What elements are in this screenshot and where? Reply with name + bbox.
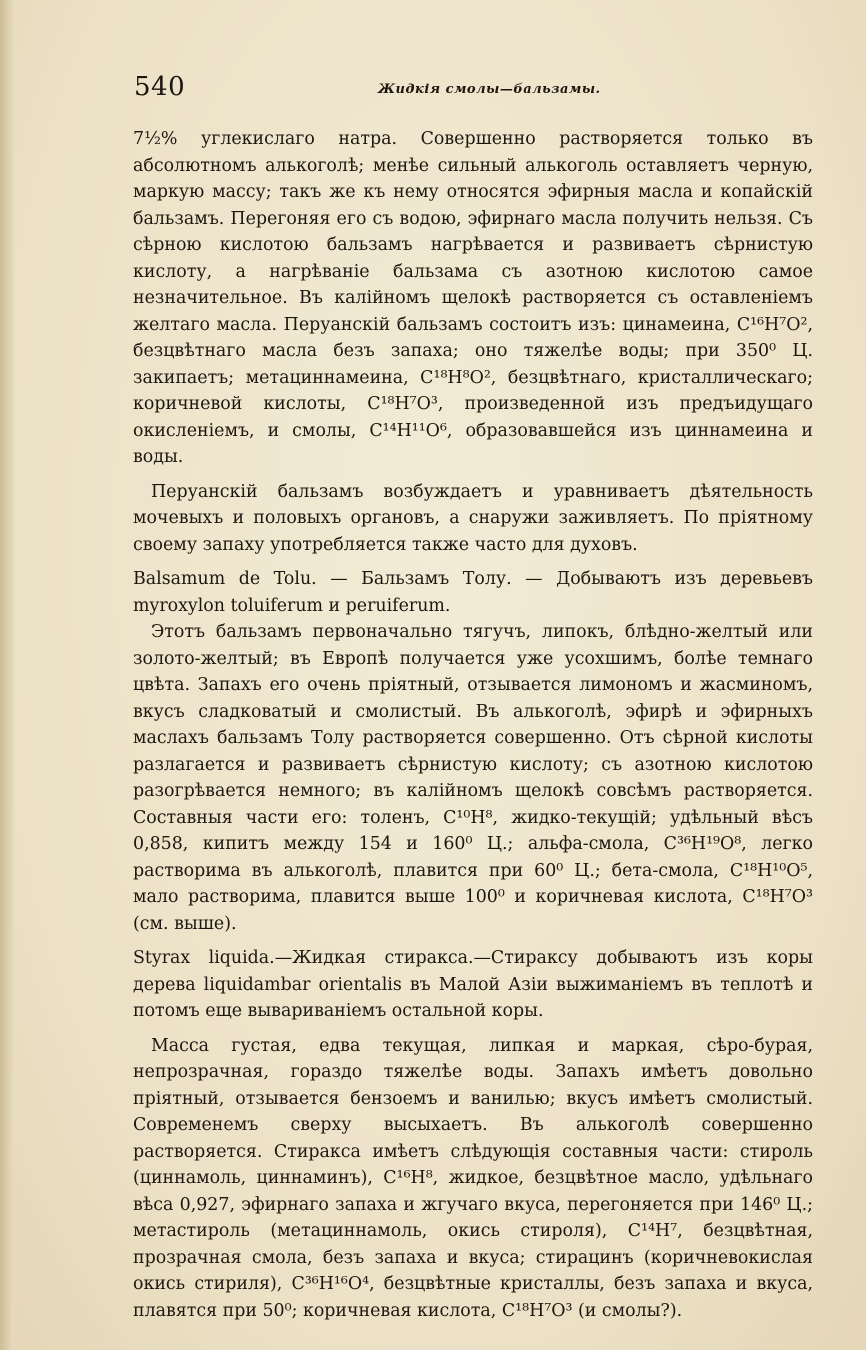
- page-gutter: [0, 0, 14, 1350]
- page-number: 540: [134, 72, 186, 102]
- paragraph-tolu-properties: Этотъ бальзамъ первоначально тягучъ, липокъ, блѣдно-желтый или золото-желтый; въ Европѣ получается уже усохшимъ, болѣе темнаго цвѣта. Запахъ его очень пріятный, отзывается лимономъ и жасминомъ, вкусъ сладковатый и смолистый. Въ алькоголѣ, эфирѣ и эфирныхъ маслахъ бальзамъ Толу растворяется совершенно. Отъ сѣрной кислоты разлагается и развиваетъ сѣрнистую кислоту; съ азотною кислотою разогрѣвается немного; въ калійномъ щелокѣ совсѣмъ растворяется. Составныя части его: толенъ, C¹⁰H⁸, жидко-текущій; удѣльный вѣсъ 0,858, кипитъ между 154 и 160⁰ Ц.; альфа-смола, C³⁶H¹⁹O⁸, легко растворима въ алькоголѣ, плавится при 60⁰ Ц.; бета-смола, C¹⁸H¹⁰O⁵, мало растворима, плавится выше 100⁰ и коричневая кислота, C¹⁸H⁷O³ (см. выше).: [133, 622, 813, 934]
- paragraph-styrax-properties: Масса густая, едва текущая, липкая и маркая, сѣро-бурая, непрозрачная, гораздо тяжелѣе воды. Запахъ имѣетъ довольно пріятный, отзывается бензоемъ и ванилью; вкусъ имѣетъ смолистый. Современемъ сверху высыхаетъ. Въ алькоголѣ совершенно растворяется. Стиракса имѣетъ слѣдующія составныя части: стироль (циннамоль, циннаминъ), C¹⁶H⁸, жидкое, безцвѣтное масло, удѣльнаго вѣса 0,927, эфирнаго запаха и жгучаго вкуса, перегоняется при 146⁰ Ц.; метастироль (метациннамоль, окись стироля), C¹⁴H⁷, безцвѣтная, прозрачная смола, безъ запаха и вкуса; стирацинъ (коричневокислая окись стириля), C³⁶H¹⁶O⁴, безцвѣтные кристаллы, безъ запаха и вкуса, плавятся при 50⁰; коричневая кислота, C¹⁸H⁷O³ (и смолы?).: [133, 1035, 813, 1321]
- paragraph-tolu-heading: Balsamum de Tolu. — Бальзамъ Толу. — Добываютъ изъ деревьевъ myroxylon toluiferum и peruiferum.: [133, 569, 813, 616]
- paragraph-styrax-heading: Styrax liquida.—Жидкая стиракса.—Стираксу добываютъ изъ коры дерева liquidambar orientalis въ Малой Азіи выжиманіемъ въ теплотѣ и потомъ еще вывариваніемъ остальной коры.: [133, 948, 813, 1021]
- page-body: [133, 126, 813, 1324]
- paragraph-peru-balsam-properties: 7½% углекислаго натра. Совершенно растворяется только въ абсолютномъ алькоголѣ; менѣе сильный алькоголь оставляетъ черную, маркую массу; такъ же къ нему относятся эфирныя масла и копайскій бальзамъ. Перегоняя его съ водою, эфирнаго масла получить нельзя. Съ сѣрною кислотою бальзамъ нагрѣвается и развиваетъ сѣрнистую кислоту, а нагрѣваніе бальзама съ азотною кислотою самое незначительное. Въ калійномъ щелокѣ растворяется съ оставленіемъ желтаго масла. Перуанскій бальзамъ состоитъ изъ: цинамеина, C¹⁶H⁷O², безцвѣтнаго масла безъ запаха; оно тяжелѣе воды; при 350⁰ Ц. закипаетъ; метациннамеина, C¹⁸H⁸O², безцвѣтнаго, кристаллическаго; коричневой кислоты, C¹⁸H⁷O³, произведенной изъ предъидущаго окисленіемъ, и смолы, C¹⁴H¹¹O⁶, образовавшейся изъ циннамеина и воды.: [133, 129, 813, 467]
- paragraph-peru-balsam-uses: Перуанскій бальзамъ возбуждаетъ и уравниваетъ дѣятельность мочевыхъ и половыхъ органовъ, а снаружи заживляетъ. По пріятному своему запаху употребляется также часто для духовъ.: [133, 481, 813, 555]
- running-title: Жидкія смолы—бальзамы.: [378, 82, 601, 97]
